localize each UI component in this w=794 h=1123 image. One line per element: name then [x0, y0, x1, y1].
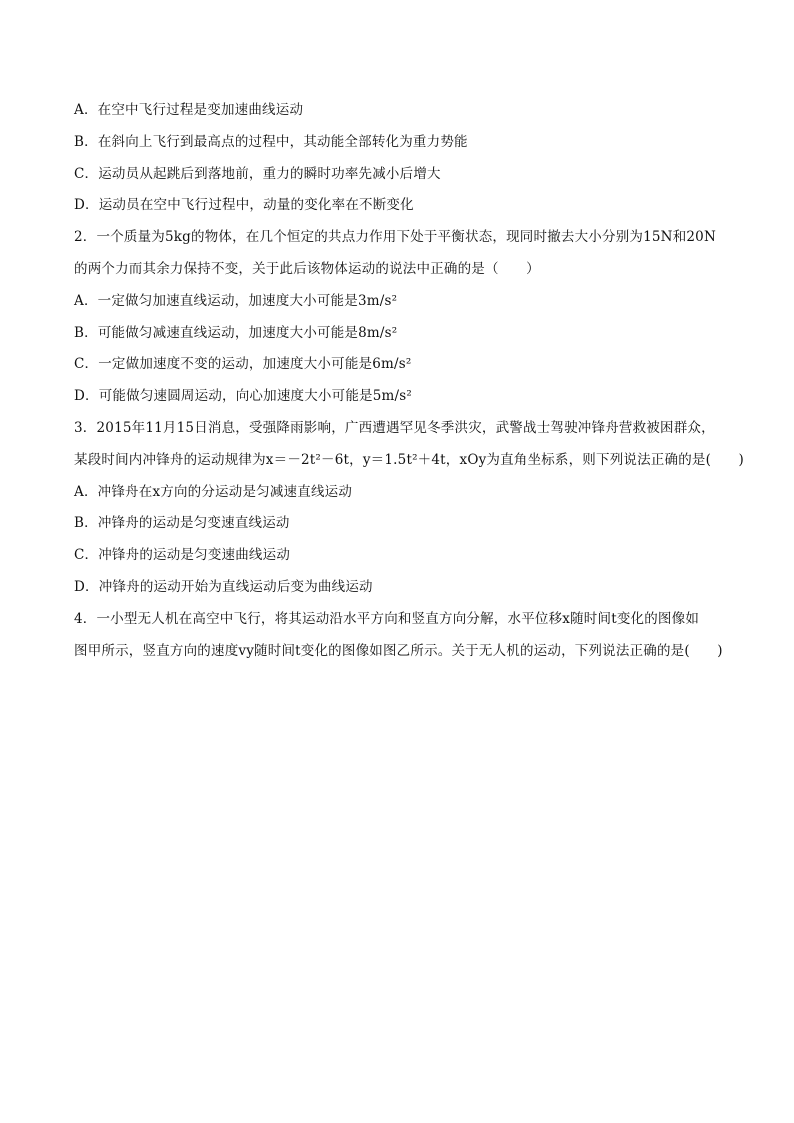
- question-3-option-b: B．冲锋舟的运动是匀变速直线运动: [74, 515, 290, 532]
- option-c-line: C．运动员从起跳后到落地前，重力的瞬时功率先减小后增大: [74, 165, 441, 182]
- question-3-option-c: C．冲锋舟的运动是匀变速曲线运动: [74, 547, 291, 564]
- question-2-option-d: D．可能做匀速圆周运动，向心加速度大小可能是5m/s²: [74, 388, 413, 405]
- question-3-option-a: A．冲锋舟在x方向的分运动是匀减速直线运动: [74, 483, 353, 500]
- question-3-stem-line-1: 3．2015年11月15日消息，受强降雨影响，广西遭遇罕见冬季洪灾，武警战士驾驶冲锋舟营救被困群众，: [74, 419, 715, 436]
- question-2-stem-line-2: 的两个力而其余力保持不变，关于此后该物体运动的说法中正确的是（ ）: [74, 260, 540, 277]
- question-3-stem-line-2: 某段时间内冲锋舟的运动规律为x＝－2t²－6t，y＝1.5t²＋4t，xOy为直角坐标系，则下列说法正确的是( ): [74, 451, 744, 468]
- question-2-option-a: A．一定做匀加速直线运动，加速度大小可能是3m/s²: [74, 292, 398, 309]
- question-2-option-b: B．可能做匀减速直线运动，加速度大小可能是8m/s²: [74, 324, 398, 341]
- question-2-stem-line-1: 2．一个质量为5kg的物体，在几个恒定的共点力作用下处于平衡状态，现同时撤去大小分别为15N和20N: [74, 229, 716, 246]
- option-d-line: D．运动员在空中飞行过程中，动量的变化率在不断变化: [74, 197, 414, 214]
- question-content: [74, 100, 744, 672]
- option-a-line: A．在空中飞行过程是变加速曲线运动: [74, 102, 304, 118]
- option-b-line: B．在斜向上飞行到最高点的过程中，其动能全部转化为重力势能: [74, 133, 468, 150]
- question-3-option-d: D．冲锋舟的运动开始为直线运动后变为曲线运动: [74, 578, 373, 595]
- question-4-stem-line-1: 4．一小型无人机在高空中飞行，将其运动沿水平方向和竖直方向分解，水平位移x随时间t变化的图像如: [74, 610, 700, 627]
- question-2-option-c: C．一定做加速度不变的运动，加速度大小可能是6m/s²: [74, 356, 412, 373]
- question-4-stem-line-2: 图甲所示，竖直方向的速度vy随时间t变化的图像如图乙所示。关于无人机的运动，下列说法正确的是( ): [74, 642, 723, 659]
